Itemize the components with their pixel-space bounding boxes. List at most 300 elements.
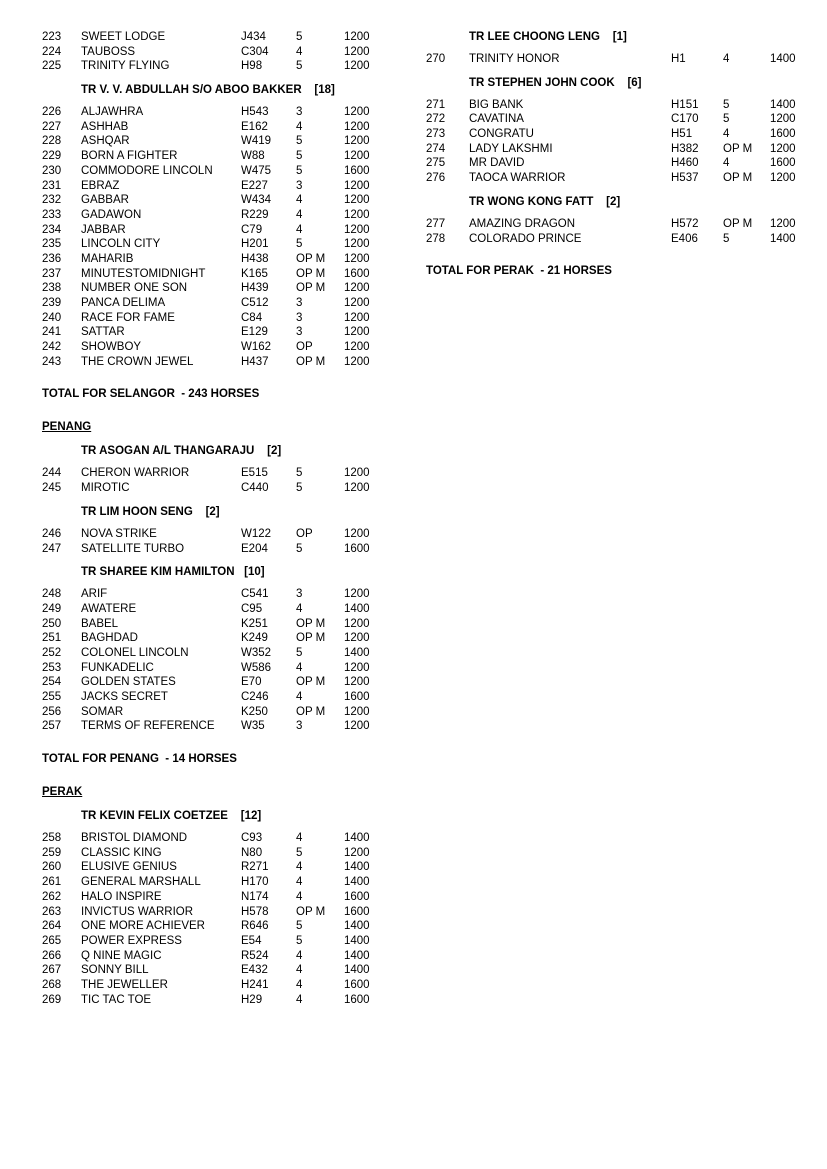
horse-name: AMAZING DRAGON	[469, 217, 576, 230]
horse-code: W352	[241, 646, 272, 659]
horse-code: C93	[241, 832, 263, 845]
distance: 1200	[344, 150, 370, 163]
rating: OP M	[296, 617, 326, 630]
entry-number: 259	[42, 846, 62, 859]
rating: 5	[296, 135, 303, 148]
entry-row	[42, 311, 382, 326]
distance: 1200	[770, 172, 796, 185]
horse-code: E515	[241, 467, 268, 480]
horse-name: TAOCA WARRIOR	[469, 172, 566, 185]
horse-name: MR DAVID	[469, 157, 525, 170]
entry-row	[426, 232, 806, 247]
rating: 4	[296, 691, 303, 703]
distance: 1400	[344, 876, 370, 889]
rating: 3	[296, 106, 303, 119]
distance: 1600	[344, 542, 370, 555]
distance: 1600	[344, 905, 370, 918]
entry-row	[42, 340, 382, 355]
rating: 3	[296, 179, 303, 192]
distance: 1400	[344, 920, 370, 933]
horse-code: W122	[241, 527, 272, 540]
rating: OP M	[296, 252, 326, 265]
horse-name: INVICTUS WARRIOR	[81, 905, 194, 918]
distance: 1200	[344, 720, 370, 733]
entry-row	[42, 846, 382, 861]
rating: 4	[296, 602, 303, 615]
horse-name: TERMS OF REFERENCE	[81, 720, 215, 733]
distance: 1200	[344, 106, 370, 119]
horse-code: H437	[241, 355, 269, 368]
horse-name: CHERON WARRIOR	[81, 467, 190, 480]
trainer-heading: TR ASOGAN A/L THANGARAJU [2]	[81, 445, 282, 458]
horse-name: BAGHDAD	[81, 632, 138, 645]
entry-number: 226	[42, 106, 62, 119]
entry-number: 239	[42, 297, 62, 309]
entry-row	[42, 59, 382, 74]
entry-row	[42, 252, 382, 267]
region-heading: PERAK	[42, 786, 83, 799]
horse-name: TIC TAC TOE	[81, 993, 152, 1006]
entry-number: 278	[426, 232, 446, 245]
horse-name: SWEET LODGE	[81, 31, 166, 43]
distance: 1200	[344, 252, 370, 265]
rating: OP M	[296, 267, 326, 280]
distance: 1200	[344, 846, 370, 859]
distance: 1400	[770, 98, 796, 111]
entry-number: 230	[42, 164, 62, 177]
horse-code: C84	[241, 311, 263, 324]
horse-name: THE CROWN JEWEL	[81, 355, 194, 368]
rating: 3	[296, 588, 303, 601]
entry-number: 261	[42, 876, 62, 889]
distance: 1200	[344, 661, 370, 674]
rating: 5	[296, 920, 303, 933]
entry-row	[42, 934, 382, 949]
horse-code: K249	[241, 632, 268, 645]
rating: OP M	[296, 905, 326, 918]
horse-name: CAVATINA	[469, 113, 524, 126]
distance: 1200	[344, 179, 370, 192]
entry-number: 256	[42, 705, 62, 718]
rating: 4	[723, 53, 730, 65]
entry-number: 273	[426, 128, 446, 141]
region-total: TOTAL FOR PERAK - 21 HORSES	[426, 265, 612, 278]
distance: 1200	[344, 355, 370, 368]
entry-row	[42, 223, 382, 238]
entry-number: 248	[42, 588, 62, 601]
rating: 5	[296, 238, 303, 251]
entry-row	[42, 149, 382, 164]
horse-name: EBRAZ	[81, 179, 120, 192]
entry-number: 251	[42, 632, 62, 645]
rating: OP M	[723, 142, 753, 155]
distance: 1400	[344, 832, 370, 845]
rating: OP M	[296, 705, 326, 718]
horse-name: ALJAWHRA	[81, 106, 144, 119]
entry-number: 232	[42, 194, 62, 207]
rating: 4	[296, 208, 303, 221]
entry-row	[42, 267, 382, 282]
entry-row	[42, 919, 382, 934]
rating: 4	[296, 861, 303, 874]
horse-code: W88	[241, 150, 265, 163]
entry-row	[42, 45, 382, 60]
distance: 1200	[344, 297, 370, 309]
horse-name: AWATERE	[81, 602, 137, 615]
distance: 1400	[344, 949, 370, 962]
entry-number: 253	[42, 661, 62, 674]
rating: OP M	[723, 172, 753, 185]
rating: 5	[296, 542, 303, 555]
entry-row	[42, 120, 382, 135]
horse-name: HALO INSPIRE	[81, 890, 162, 903]
trainer-heading: TR SHAREE KIM HAMILTON [10]	[81, 566, 265, 579]
rating: 4	[296, 194, 303, 207]
horse-code: C246	[241, 691, 269, 703]
entry-row	[426, 142, 806, 157]
horse-name: CONGRATU	[469, 128, 534, 141]
entry-row	[42, 890, 382, 905]
horse-code: H170	[241, 876, 269, 889]
distance: 1200	[344, 45, 370, 58]
horse-name: MIROTIC	[81, 482, 130, 495]
distance: 1200	[344, 60, 370, 73]
trainer-heading: TR WONG KONG FATT [2]	[469, 195, 621, 208]
rating: 4	[296, 45, 303, 58]
horse-code: H29	[241, 993, 263, 1006]
horse-code: H51	[671, 128, 693, 141]
horse-name: SATTAR	[81, 326, 125, 339]
distance: 1200	[344, 135, 370, 148]
entry-number: 246	[42, 527, 62, 540]
horse-name: ARIF	[81, 588, 108, 601]
rating: 4	[296, 876, 303, 889]
horse-code: R229	[241, 208, 269, 221]
entry-row	[42, 237, 382, 252]
distance: 1200	[344, 208, 370, 221]
entry-number: 224	[42, 45, 62, 58]
entry-row	[42, 705, 382, 720]
horse-code: E162	[241, 120, 268, 133]
entry-row	[42, 631, 382, 646]
entry-number: 225	[42, 60, 62, 73]
rating: 5	[296, 646, 303, 659]
entry-number: 245	[42, 482, 62, 495]
rating: 3	[296, 720, 303, 733]
region-total: TOTAL FOR PENANG - 14 HORSES	[42, 753, 237, 766]
distance: 1400	[770, 232, 796, 245]
horse-code: C170	[671, 113, 699, 126]
entry-number: 272	[426, 113, 446, 126]
rating: 5	[296, 467, 303, 480]
right-column	[426, 30, 806, 278]
entry-row	[42, 134, 382, 149]
entry-number: 270	[426, 53, 446, 65]
entry-row	[426, 171, 806, 186]
horse-name: POWER EXPRESS	[81, 934, 182, 947]
horse-code: J434	[241, 31, 266, 43]
entry-number: 249	[42, 602, 62, 615]
rating: 5	[296, 31, 303, 43]
entry-number: 262	[42, 890, 62, 903]
trainer-heading: TR LIM HOON SENG [2]	[81, 505, 220, 518]
distance: 1200	[344, 676, 370, 689]
horse-code: W475	[241, 164, 272, 177]
trainer-heading: TR LEE CHOONG LENG [1]	[469, 31, 627, 43]
entry-row	[426, 112, 806, 127]
horse-code: E432	[241, 964, 268, 977]
distance: 1400	[344, 934, 370, 947]
entry-number: 260	[42, 861, 62, 874]
horse-name: PANCA DELIMA	[81, 297, 166, 309]
rating: OP M	[723, 217, 753, 230]
distance: 1200	[770, 113, 796, 126]
horse-name: COMMODORE LINCOLN	[81, 164, 213, 177]
horse-code: E227	[241, 179, 268, 192]
horse-code: E54	[241, 934, 262, 947]
distance: 1400	[344, 646, 370, 659]
distance: 1200	[770, 142, 796, 155]
horse-code: H201	[241, 238, 269, 251]
horse-code: E204	[241, 542, 268, 555]
horse-name: FUNKADELIC	[81, 661, 154, 674]
horse-name: Q NINE MAGIC	[81, 949, 162, 962]
entry-number: 254	[42, 676, 62, 689]
entry-number: 276	[426, 172, 446, 185]
distance: 1600	[770, 128, 796, 141]
entry-row	[42, 690, 382, 705]
entry-row	[42, 466, 382, 481]
horse-name: GABBAR	[81, 194, 129, 207]
horse-code: W162	[241, 341, 272, 354]
entry-number: 233	[42, 208, 62, 221]
entry-row	[42, 179, 382, 194]
entry-number: 266	[42, 949, 62, 962]
horse-code: N80	[241, 846, 263, 859]
horse-name: COLORADO PRINCE	[469, 232, 582, 245]
entry-row	[42, 646, 382, 661]
horse-code: C541	[241, 588, 269, 601]
rating: 3	[296, 326, 303, 339]
trainer-heading: TR KEVIN FELIX COETZEE [12]	[81, 810, 262, 823]
entry-row	[42, 325, 382, 340]
entry-number: 275	[426, 157, 446, 170]
distance: 1200	[770, 217, 796, 230]
rating: 4	[296, 832, 303, 845]
rating: OP M	[296, 676, 326, 689]
distance: 1200	[344, 326, 370, 339]
horse-name: BIG BANK	[469, 98, 524, 111]
entry-number: 237	[42, 267, 62, 280]
horse-name: BRISTOL DIAMOND	[81, 832, 188, 845]
distance: 1200	[344, 617, 370, 630]
entry-row	[42, 831, 382, 846]
horse-name: TRINITY FLYING	[81, 60, 170, 73]
entry-row	[426, 217, 806, 232]
horse-name: NOVA STRIKE	[81, 527, 157, 540]
entry-row	[42, 661, 382, 676]
entry-row	[42, 617, 382, 632]
horse-code: H572	[671, 217, 699, 230]
entry-row	[42, 949, 382, 964]
rating: 3	[296, 297, 303, 309]
entry-number: 252	[42, 646, 62, 659]
horse-code: K251	[241, 617, 268, 630]
horse-code: C512	[241, 297, 269, 309]
entry-row	[42, 978, 382, 993]
rating: 4	[296, 993, 303, 1006]
horse-name: ELUSIVE GENIUS	[81, 861, 177, 874]
entry-number: 271	[426, 98, 446, 111]
entry-number: 255	[42, 691, 62, 703]
horse-code: H151	[671, 98, 699, 111]
left-column	[42, 30, 382, 1007]
horse-code: R524	[241, 949, 269, 962]
entry-number: 229	[42, 150, 62, 163]
horse-code: K250	[241, 705, 268, 718]
entry-row	[426, 98, 806, 113]
rating: 4	[296, 120, 303, 133]
distance: 1200	[344, 705, 370, 718]
entry-row	[426, 156, 806, 171]
horse-code: H460	[671, 157, 699, 170]
rating: 4	[296, 949, 303, 962]
distance: 1600	[770, 157, 796, 170]
distance: 1200	[344, 588, 370, 601]
entry-number: 235	[42, 238, 62, 251]
region-total: TOTAL FOR SELANGOR - 243 HORSES	[42, 388, 260, 401]
horse-code: H382	[671, 142, 699, 155]
horse-name: JABBAR	[81, 223, 126, 236]
entry-number: 243	[42, 355, 62, 368]
distance: 1200	[344, 482, 370, 495]
distance: 1200	[344, 194, 370, 207]
region-heading: PENANG	[42, 421, 92, 434]
horse-name: ONE MORE ACHIEVER	[81, 920, 205, 933]
horse-code: H537	[671, 172, 699, 185]
entry-row	[42, 602, 382, 617]
entry-row	[42, 963, 382, 978]
horse-code: W586	[241, 661, 272, 674]
distance: 1200	[344, 527, 370, 540]
distance: 1400	[770, 53, 796, 65]
distance: 1400	[344, 602, 370, 615]
entry-row	[42, 675, 382, 690]
distance: 1200	[344, 31, 370, 43]
entry-row	[42, 905, 382, 920]
rating: 3	[296, 311, 303, 324]
horse-code: C440	[241, 482, 269, 495]
entry-row	[42, 993, 382, 1008]
rating: OP M	[296, 355, 326, 368]
entry-number: 223	[42, 31, 62, 43]
distance: 1600	[344, 164, 370, 177]
horse-code: H543	[241, 106, 269, 119]
rating: 4	[296, 223, 303, 236]
entry-number: 268	[42, 978, 62, 991]
rating: OP M	[296, 632, 326, 645]
horse-name: SHOWBOY	[81, 341, 142, 354]
entry-row	[42, 164, 382, 179]
horse-code: W419	[241, 135, 272, 148]
entry-number: 263	[42, 905, 62, 918]
entry-row	[42, 542, 382, 557]
rating: OP	[296, 341, 313, 354]
rating: 5	[296, 150, 303, 163]
horse-code: H439	[241, 282, 269, 295]
distance: 1200	[344, 282, 370, 295]
rating: 4	[296, 661, 303, 674]
entry-number: 244	[42, 467, 62, 480]
horse-name: TAUBOSS	[81, 45, 136, 58]
entry-number: 234	[42, 223, 62, 236]
horse-code: H578	[241, 905, 269, 918]
distance: 1200	[344, 120, 370, 133]
entry-number: 267	[42, 964, 62, 977]
entry-row	[42, 587, 382, 602]
distance: 1200	[344, 341, 370, 354]
distance: 1200	[344, 632, 370, 645]
horse-name: COLONEL LINCOLN	[81, 646, 189, 659]
trainer-heading: TR V. V. ABDULLAH S/O ABOO BAKKER [18]	[81, 84, 335, 97]
horse-code: H438	[241, 252, 269, 265]
horse-code: K165	[241, 267, 268, 280]
distance: 1600	[344, 890, 370, 903]
horse-name: JACKS SECRET	[81, 691, 168, 703]
entry-row	[42, 30, 382, 45]
entry-number: 236	[42, 252, 62, 265]
distance: 1200	[344, 223, 370, 236]
horse-code: C95	[241, 602, 263, 615]
horse-name: THE JEWELLER	[81, 978, 168, 991]
entry-row	[42, 481, 382, 496]
horse-name: BORN A FIGHTER	[81, 150, 178, 163]
entry-number: 269	[42, 993, 62, 1006]
horse-code: R271	[241, 861, 269, 874]
rating: 5	[296, 482, 303, 495]
horse-name: GENERAL MARSHALL	[81, 876, 201, 889]
horse-code: H98	[241, 60, 263, 73]
horse-name: TRINITY HONOR	[469, 53, 560, 65]
entry-row	[42, 860, 382, 875]
horse-name: RACE FOR FAME	[81, 311, 175, 324]
entry-row	[42, 296, 382, 311]
entry-number: 238	[42, 282, 62, 295]
horse-name: GADAWON	[81, 208, 142, 221]
distance: 1200	[344, 238, 370, 251]
horse-name: ASHHAB	[81, 120, 129, 133]
entry-row	[42, 875, 382, 890]
entry-number: 265	[42, 934, 62, 947]
entry-number: 227	[42, 120, 62, 133]
rating: 4	[296, 890, 303, 903]
entry-number: 247	[42, 542, 62, 555]
horse-name: ASHQAR	[81, 135, 130, 148]
rating: 4	[296, 978, 303, 991]
rating: OP M	[296, 282, 326, 295]
rating: 5	[723, 98, 730, 111]
entry-number: 250	[42, 617, 62, 630]
horse-code: W35	[241, 720, 265, 733]
distance: 1400	[344, 861, 370, 874]
horse-name: GOLDEN STATES	[81, 676, 176, 689]
horse-code: E70	[241, 676, 262, 689]
rating: 5	[296, 60, 303, 73]
horse-code: R646	[241, 920, 269, 933]
distance: 1200	[344, 467, 370, 480]
entry-row	[42, 355, 382, 370]
horse-code: N174	[241, 890, 269, 903]
